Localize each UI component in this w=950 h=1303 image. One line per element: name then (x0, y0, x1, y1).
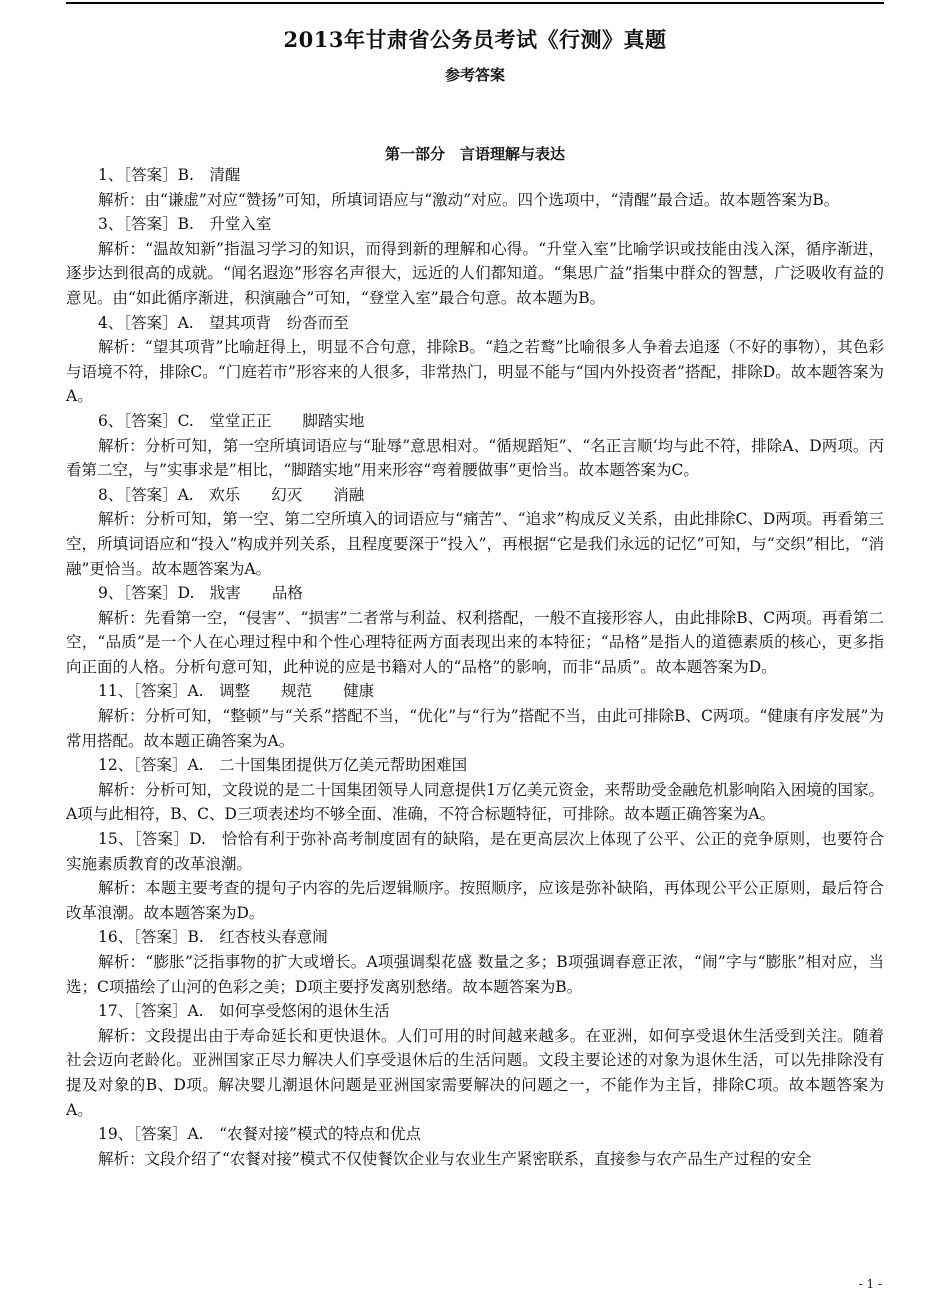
answer-line: 16、［答案］B. 红杏枝头春意闹 (98, 928, 328, 947)
answer-line: 9、［答案］D. 戕害 品格 (98, 584, 303, 603)
document-subtitle: 参考答案 (444, 66, 505, 84)
section-title: 第一部分 言语理解与表达 (384, 145, 565, 163)
answer-line: 15、［答案］D. 恰恰有利于弥补高考制度固有的缺陷，是在更高层次上体现了公平、公正的竞争原则，也要符合实施素质教育的改革浪潮。 (66, 830, 884, 873)
document-title: 2013年甘肃省公务员考试《行测》真题 (283, 27, 667, 52)
explanation-paragraph: 解析：“望其项背”比喻赶得上，明显不合句意，排除B。“趋之若鹜”比喻很多人争着去追逐（不好的事物），其色彩与语境不符，排除C。“门庭若市”形容来的人很多，非常热门，明显不能与“国内外投资者”搭配，排除D。故本题答案为A。 (66, 338, 884, 406)
answer-line: 12、［答案］A. 二十国集团提供万亿美元帮助困难国 (98, 756, 468, 775)
explanation-paragraph: 解析：文段介绍了“农餐对接”模式不仅使餐饮企业与农业生产紧密联系，直接参与农产品生产过程的安全 (98, 1149, 812, 1168)
explanation-paragraph: 解析：先看第一空，“侵害”、“损害”二者常与利益、权利搭配，一般不直接形容人，由此排除B、C两项。再看第二空，“品质”是一个人在心理过程中和个性心理特征两方面表现出来的本特征；“品格”是指人的道德素质的核心，更多指向正面的人格。分析句意可知，此种说的应是书籍对人的“品格”的影响，而非“品质”。故本题答案为D。 (66, 608, 884, 676)
explanation-paragraph: 解析：由“谦虚”对应“赞扬”可知，所填词语应与“激动”对应。四个选项中，“清醒”最合适。故本题答案为B。 (98, 190, 840, 209)
page-number: - 1 - (858, 1277, 882, 1291)
answer-line: 17、［答案］A. 如何享受悠闲的退休生活 (98, 1002, 390, 1021)
explanation-paragraph: 解析：本题主要考查的提句子内容的先后逻辑顺序。按照顺序，应该是弥补缺陷，再体现公平公正原则，最后符合改革浪潮。故本题答案为D。 (66, 879, 884, 922)
explanation-paragraph: 解析：“温故知新”指温习学习的知识，而得到新的理解和心得。“升堂入室”比喻学识或技能由浅入深，循序渐进，逐步达到很高的成就。“闻名遐迩”形容名声很大，远近的人们都知道。“集思广益”指集中群众的智慧，广泛吸收有益的意见。由“如此循序渐进，积演融合”可知，“登堂入室”最合句意。故本题为B。 (66, 239, 884, 307)
explanation-paragraph: 解析：文段提出由于寿命延长和更快退休。人们可用的时间越来越多。在亚洲，如何享受退休生活受到关注。随着社会迈向老龄化。亚洲国家正尽力解决人们享受退休后的生活问题。文段主要论述的对象为退休生活，可以先排除没有提及对象的B、D项。解决婴儿潮退休问题是亚洲国家需要解决的问题之一，不能作为主旨，排除C项。故本题答案为A。 (66, 1026, 884, 1119)
answer-line: 8、［答案］A. 欢乐 幻灭 消融 (98, 485, 365, 504)
answer-line: 4、［答案］A. 望其项背 纷沓而至 (98, 313, 349, 332)
answer-line: 11、［答案］A. 调整 规范 健康 (98, 682, 375, 701)
explanation-paragraph: 解析：分析可知，第一空、第二空所填入的词语应与“痛苦”、“追求”构成反义关系，由此排除C、D两项。再看第三空，所填词语应和“投入”构成并列关系，且程度要深于“投入”，再根据“它是我们永远的记忆”可知，与“交织”相比，“消融”更恰当。故本题答案为A。 (66, 510, 884, 578)
answer-list (66, 163, 884, 1171)
answer-line: 1、［答案］B. 清醒 (98, 166, 241, 184)
explanation-paragraph: 解析：“膨胀”泛指事物的扩大或增长。A项强调梨花盛 数量之多；B项强调春意正浓，“闹”字与“膨胀”相对应，当选；C项描绘了山河的色彩之美；D项主要抒发离别愁绪。故本题答案为B。 (66, 953, 884, 996)
explanation-paragraph: 解析：分析可知，“整顿”与“关系”搭配不当，“优化”与“行为”搭配不当，由此可排除B、C两项。“健康有序发展”为常用搭配。故本题正确答案为A。 (66, 707, 884, 750)
explanation-paragraph: 解析：分析可知，第一空所填词语应与“耻辱”意思相对。“循规蹈矩”、“名正言顺‘均与此不符，排除A、D两项。丙看第二空，与”实事求是”相比，“脚踏实地”用来形容“弯着腰做事”更恰当。故本题答案为C。 (66, 436, 884, 480)
answer-line: 6、［答案］C. 堂堂正正 脚踏实地 (98, 411, 365, 430)
header-rule (66, 2, 884, 4)
answer-line: 19、［答案］A. “农餐对接”模式的特点和优点 (98, 1125, 421, 1144)
answer-line: 3、［答案］B. 升堂入室 (98, 215, 272, 234)
explanation-paragraph: 解析：分析可知，文段说的是二十国集团领导人同意提供1万亿美元资金，来帮助受金融危机影响陷入困境的国家。A项与此相符，B、C、D三项表述均不够全面、准确，不符合标题特征，可排除。故本题正确答案为A。 (66, 780, 884, 824)
